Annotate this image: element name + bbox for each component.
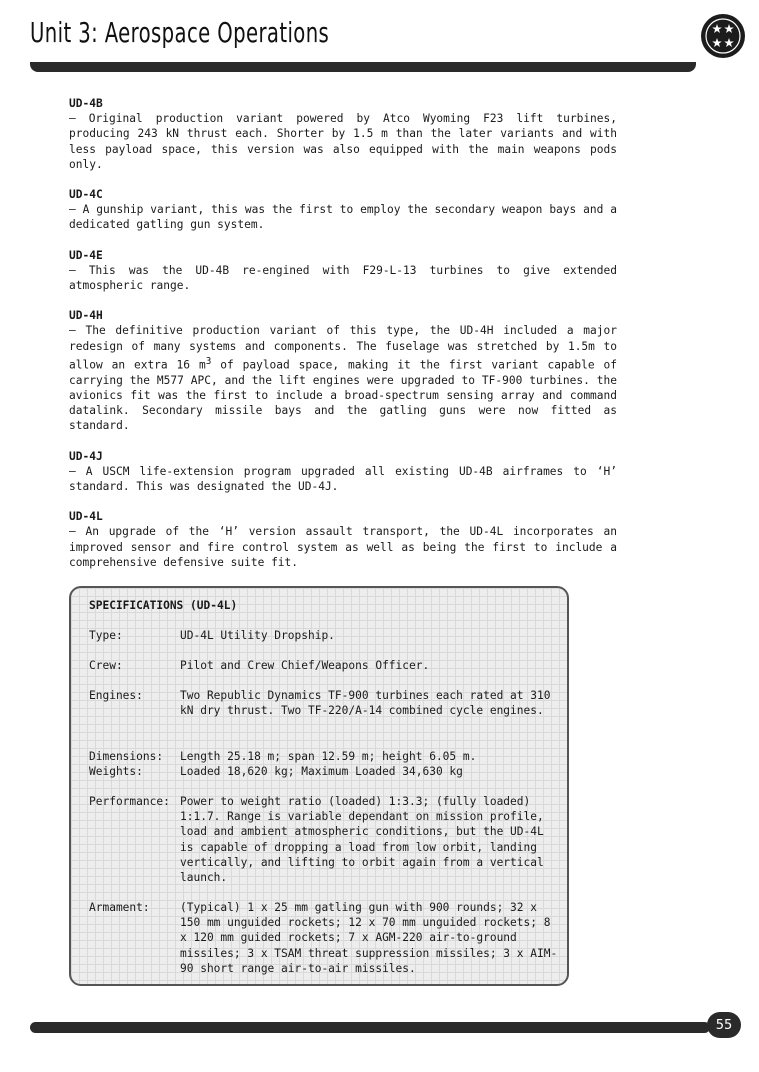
spec-value: Length 25.18 m; span 12.59 m; height 6.05 m. <box>180 750 477 763</box>
spec-value: Two Republic Dynamics TF-900 turbines each rated at 310 kN dry thrust. Two TF-220/A-14 combined cycle engines. <box>180 689 551 718</box>
spec-row-performance <box>89 794 559 885</box>
variant-entry <box>69 187 617 233</box>
spec-label: Armament: <box>89 901 150 914</box>
variant-description: – A USCM life-extension program upgraded all existing UD-4B airframes to ‘H’ standard. This was designated the UD-4J. <box>69 464 617 493</box>
footer-bar <box>30 1022 710 1033</box>
spec-label: Type: <box>89 629 123 642</box>
spec-label: Dimensions: <box>89 750 164 763</box>
spec-value: Loaded 18,620 kg; Maximum Loaded 34,630 kg <box>180 765 463 778</box>
variant-title: UD-4H <box>69 309 103 323</box>
variant-title: UD-4C <box>69 188 103 202</box>
variant-description: – A gunship variant, this was the first to employ the secondary weapon bays and a dedicated gatling gun system. <box>69 203 617 232</box>
spec-label: Performance: <box>89 795 170 808</box>
spec-row-crew <box>89 658 559 673</box>
superscript: 3 <box>205 355 212 367</box>
page-title: Unit 3: Aerospace Operations <box>30 16 330 49</box>
specifications-title: SPECIFICATIONS (UD-4L) <box>89 599 238 612</box>
spec-value: UD-4L Utility Dropship. <box>180 629 335 642</box>
spec-row-engines <box>89 688 559 718</box>
spec-value: (Typical) 1 x 25 mm gatling gun with 900 rounds; 32 x 150 mm unguided rockets; 12 x 70 mm unguided rockets; 8 x 120 mm guided rockets; 7 x AGM-220 air-to-ground missiles; 3 x TSAM threat suppression missiles; 3 x AIM-90 short range air-to-air missiles. <box>180 901 558 975</box>
variant-description: – This was the UD-4B re-engined with F29-L-13 turbines to give extended atmospheric range. <box>69 263 617 293</box>
four-star-emblem-icon <box>700 13 746 59</box>
variant-title: UD-4L <box>69 510 103 524</box>
header-bar <box>30 62 696 72</box>
page-number: 55 <box>707 1012 741 1038</box>
spec-label: Weights: <box>89 765 143 778</box>
spec-row-armament <box>89 900 559 976</box>
variant-title: UD-4B <box>69 97 103 110</box>
specifications-box <box>69 586 569 986</box>
description-text: of payload space, making it the first variant capable of carrying the M577 APC, and the lift engines were upgraded to TF-900 turbines. the avionics fit was the first to include a broad-spectrum sensing array and command datalink. Secondary missile bays and the gatling guns were now fitted as standard. <box>69 358 617 433</box>
description-text: – The definitive production variant of this type, the UD-4H included a major redesign of many systems and components. The fuselage was stretched by 1.5m to allow an extra 16 m <box>69 324 617 372</box>
variant-list <box>69 96 617 585</box>
spec-row-type <box>89 628 559 643</box>
variant-entry <box>69 449 617 495</box>
spec-row-dimensions <box>89 749 559 764</box>
spec-label: Crew: <box>89 659 123 672</box>
variant-entry <box>69 308 617 433</box>
variant-title: UD-4E <box>69 248 103 262</box>
variant-title: UD-4J <box>69 449 103 463</box>
spec-value: Pilot and Crew Chief/Weapons Officer. <box>180 659 430 672</box>
spec-row-weights <box>89 764 559 779</box>
variant-entry <box>69 509 617 570</box>
variant-entry <box>69 248 617 294</box>
variant-description: – An upgrade of the ‘H’ version assault transport, the UD-4L incorporates an improved sensor and fire control system as well as being the first to include a comprehensive defensive suite fit. <box>69 525 617 569</box>
variant-description <box>69 323 617 433</box>
spec-value: Power to weight ratio (loaded) 1:3.3; (fully loaded) 1:1.7. Range is variable dependant on mission profile, load and ambient atmospheric conditions, but the UD-4L is capable of dropping a load from low orbit, landing vertically, and lifting to orbit again from a vertical launch. <box>180 795 544 885</box>
variant-description: – Original production variant powered by Atco Wyoming F23 lift turbines, producing 243 kN thrust each. Shorter by 1.5 m than the later variants and with less payload space, this version was also equipped with the main weapons pods only. <box>69 112 617 171</box>
spec-label: Engines: <box>89 689 143 702</box>
variant-entry <box>69 96 617 172</box>
